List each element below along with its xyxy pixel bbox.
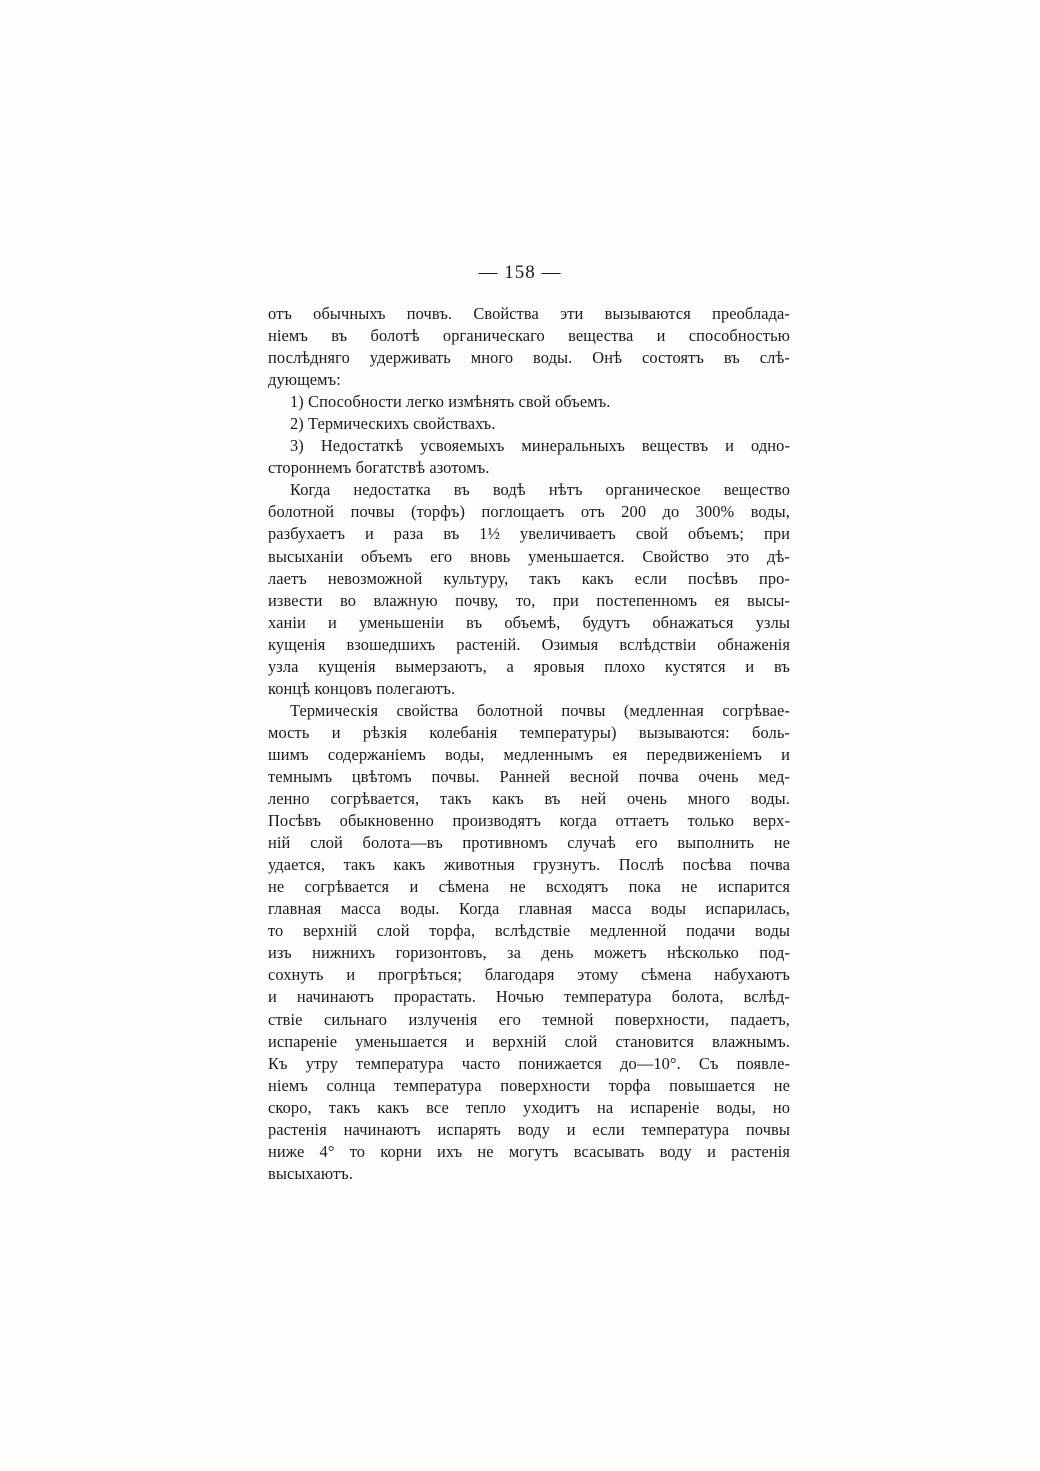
text-line: послѣдняго удерживать много воды. Онѣ состоятъ въ слѣ- xyxy=(268,348,790,368)
text-line: растенія начинаютъ испарять воду и если температура почвы xyxy=(268,1119,790,1139)
text-line: концѣ концовъ полегаютъ. xyxy=(268,678,456,698)
text-line: кущенія взошедшихъ растеній. Озимыя вслѣдствіи обнаженія xyxy=(268,634,790,654)
text-line: извести во влажную почву, то, при постепенномъ ея высы- xyxy=(268,590,790,610)
text-line: ніемъ въ болотѣ органическаго вещества и способностью xyxy=(268,326,790,346)
text-line: 1) Способности легко измѣнять свой объемъ. xyxy=(290,392,611,412)
text-line: сохнуть и прогрѣться; благодаря этому сѣмена набухаютъ xyxy=(268,965,790,985)
text-line: отъ обычныхъ почвъ. Свойства эти вызываются преоблада- xyxy=(268,304,790,323)
text-line: Къ утру температура часто понижается до—10°. Съ появле- xyxy=(268,1053,790,1073)
text-line: ленно согрѣвается, такъ какъ въ ней очень много воды. xyxy=(268,789,790,809)
text-line: 3) Недостаткѣ усвояемыхъ минеральныхъ веществъ и одно- xyxy=(290,436,790,456)
text-line: испареніе уменьшается и верхній слой становится влажнымъ. xyxy=(268,1031,790,1051)
text-line: главная масса воды. Когда главная масса воды испарилась, xyxy=(268,899,790,919)
text-line: то верхній слой торфа, вслѣдствіе медленной подачи воды xyxy=(268,921,790,941)
text-line: ханіи и уменьшеніи въ объемѣ, будутъ обнажаться узлы xyxy=(268,612,790,632)
text-line: высыханіи объемъ его вновь уменьшается. Свойство это дѣ- xyxy=(268,546,790,566)
text-line: Посѣвъ обыкновенно производятъ когда оттаетъ только верх- xyxy=(268,811,790,831)
text-line: скоро, такъ какъ все тепло уходитъ на испареніе воды, но xyxy=(268,1097,790,1117)
text-line: шимъ содержаніемъ воды, медленнымъ ея передвиженіемъ и xyxy=(268,744,790,764)
text-line: ній слой болота—въ противномъ случаѣ его выполнить не xyxy=(268,833,790,853)
text-line: Термическія свойства болотной почвы (медленная согрѣвае- xyxy=(290,700,790,720)
page-body-text xyxy=(268,303,790,1185)
text-line: узла кущенія вымерзаютъ, а яровыя плохо кустятся и въ xyxy=(268,656,790,676)
text-line: мость и рѣзкія колебанія температуры) вызываются: боль- xyxy=(268,722,790,742)
text-line: ствіе сильнаго излученія его темной поверхности, падаетъ, xyxy=(268,1009,790,1029)
text-line: стороннемъ богатствѣ азотомъ. xyxy=(268,458,490,478)
text-line: темнымъ цвѣтомъ почвы. Ранней весной почва очень мед- xyxy=(268,766,790,786)
text-line: удается, такъ какъ животныя грузнутъ. Послѣ посѣва почва xyxy=(268,855,790,875)
text-line: болотной почвы (торфъ) поглощаетъ отъ 200 до 300% воды, xyxy=(268,502,790,522)
text-line: высыхаютъ. xyxy=(268,1163,354,1183)
text-line: и начинаютъ прорастать. Ночью температура болота, вслѣд- xyxy=(268,987,790,1007)
text-line: изъ нижнихъ горизонтовъ, за день можетъ нѣсколько под- xyxy=(268,943,790,963)
page-number: — 158 — xyxy=(478,262,562,283)
text-line: ниже 4° то корни ихъ не могутъ всасывать воду и растенія xyxy=(268,1141,790,1161)
text-line: ніемъ солнца температура поверхности торфа повышается не xyxy=(268,1075,790,1095)
text-line: лаетъ невозможной культуру, такъ какъ если посѣвъ про- xyxy=(268,568,790,588)
text-line: разбухаетъ и раза въ 1½ увеличиваетъ свой объемъ; при xyxy=(268,524,790,544)
text-line: 2) Термическихъ свойствахъ. xyxy=(290,414,496,434)
text-line: Когда недостатка въ водѣ нѣтъ органическое вещество xyxy=(290,480,790,500)
text-line: не согрѣвается и сѣмена не всходятъ пока не испарится xyxy=(268,877,790,897)
text-line: дующемъ: xyxy=(268,370,341,390)
